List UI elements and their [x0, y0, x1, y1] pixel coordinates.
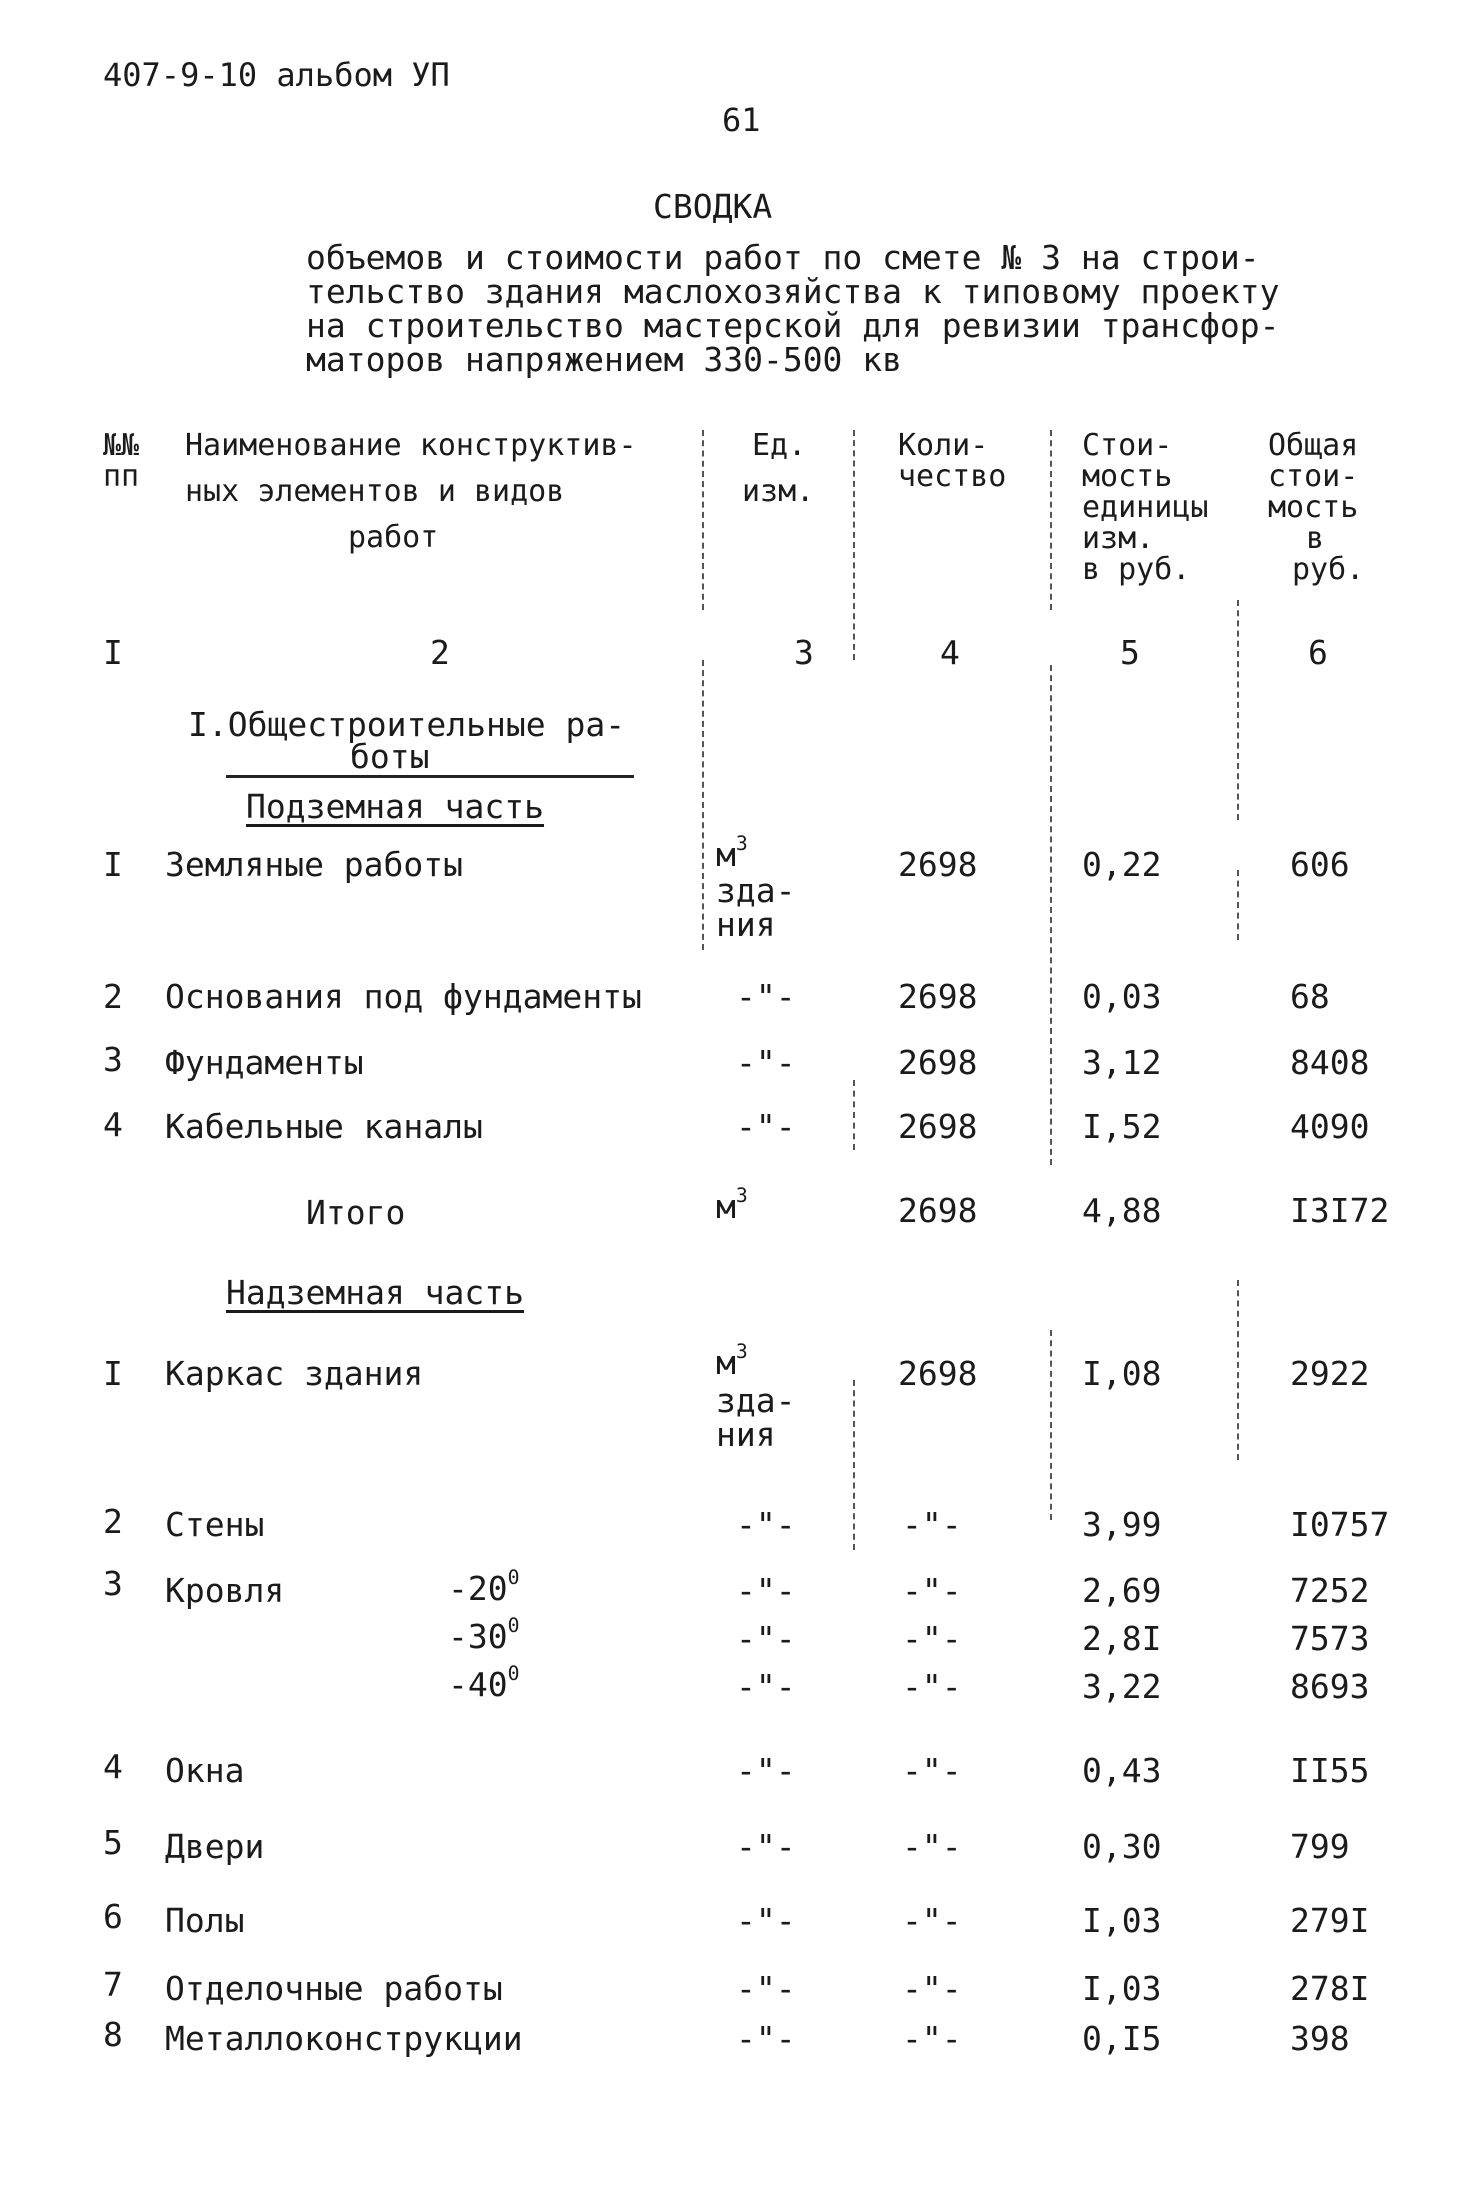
- section-title: I.Общестроительные ра-: [188, 705, 626, 744]
- title-line-3: на строительство мастерской для ревизии трансфор-: [306, 306, 1280, 345]
- subsection-underground: Подземная часть: [246, 787, 545, 826]
- title-line-1: объемов и стоимости работ по смете № 3 на строи-: [306, 238, 1260, 277]
- column-divider: [1050, 430, 1052, 610]
- column-divider: [702, 660, 704, 950]
- column-divider: [853, 430, 855, 660]
- column-divider: [1237, 1280, 1239, 1460]
- page-number: 61: [722, 101, 761, 139]
- section-title-cont: боты: [350, 737, 430, 776]
- title-line-2: тельство здания маслохозяйства к типовому проекту: [306, 272, 1280, 311]
- column-divider: [702, 430, 704, 610]
- title-line-4: маторов напряжением 330-500 кв: [306, 340, 903, 379]
- document-title: СВОДКА: [653, 187, 773, 226]
- document-code: 407-9-10 альбом УП: [103, 56, 450, 94]
- subsection-aboveground: Надземная часть: [226, 1273, 525, 1312]
- section-rule: [226, 775, 634, 778]
- column-divider: [1050, 665, 1052, 1165]
- column-divider: [1050, 1330, 1052, 1520]
- column-divider: [853, 1380, 855, 1550]
- column-divider: [1237, 870, 1239, 940]
- column-divider: [853, 1080, 855, 1150]
- column-divider: [1237, 600, 1239, 820]
